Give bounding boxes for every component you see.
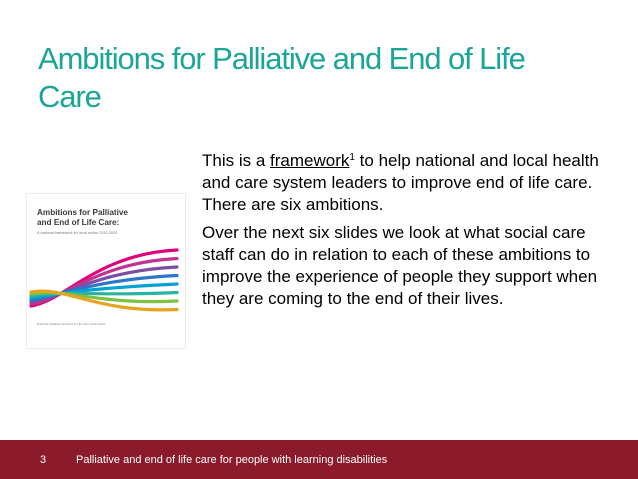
slide-body <box>202 150 602 316</box>
footnote-marker: 1 <box>349 152 355 163</box>
framework-cover-image <box>26 193 186 349</box>
intro-text-after: to help national and local health and care system leaders to improve end of life care. There are six ambitions. <box>202 151 599 214</box>
framework-link[interactable]: framework <box>270 151 350 170</box>
cover-title <box>37 208 177 228</box>
intro-text-before: This is a <box>202 151 271 170</box>
paragraph-next-slides: Over the next six slides we look at what social care staff can do in relation to each of these ambitions to improve the experience of people they support when they are coming to the end of their lives. <box>202 223 598 308</box>
slide-number: 3 <box>40 454 47 466</box>
cover-footer-text: National Palliative and End of Life Care Partnership <box>37 322 106 326</box>
cover-subtitle: A national framework for local action 2015-2020 <box>37 231 118 235</box>
footer-bar <box>0 440 638 479</box>
cover-title-line2: and End of Life Care: <box>37 218 120 227</box>
paragraph-intro <box>202 150 602 216</box>
slide-title: Ambitions for Palliative and End of Life Care <box>38 41 525 114</box>
cover-title-line1: Ambitions for Palliative <box>37 208 128 217</box>
footer-text: Palliative and end of life care for people with learning disabilities <box>76 454 388 466</box>
